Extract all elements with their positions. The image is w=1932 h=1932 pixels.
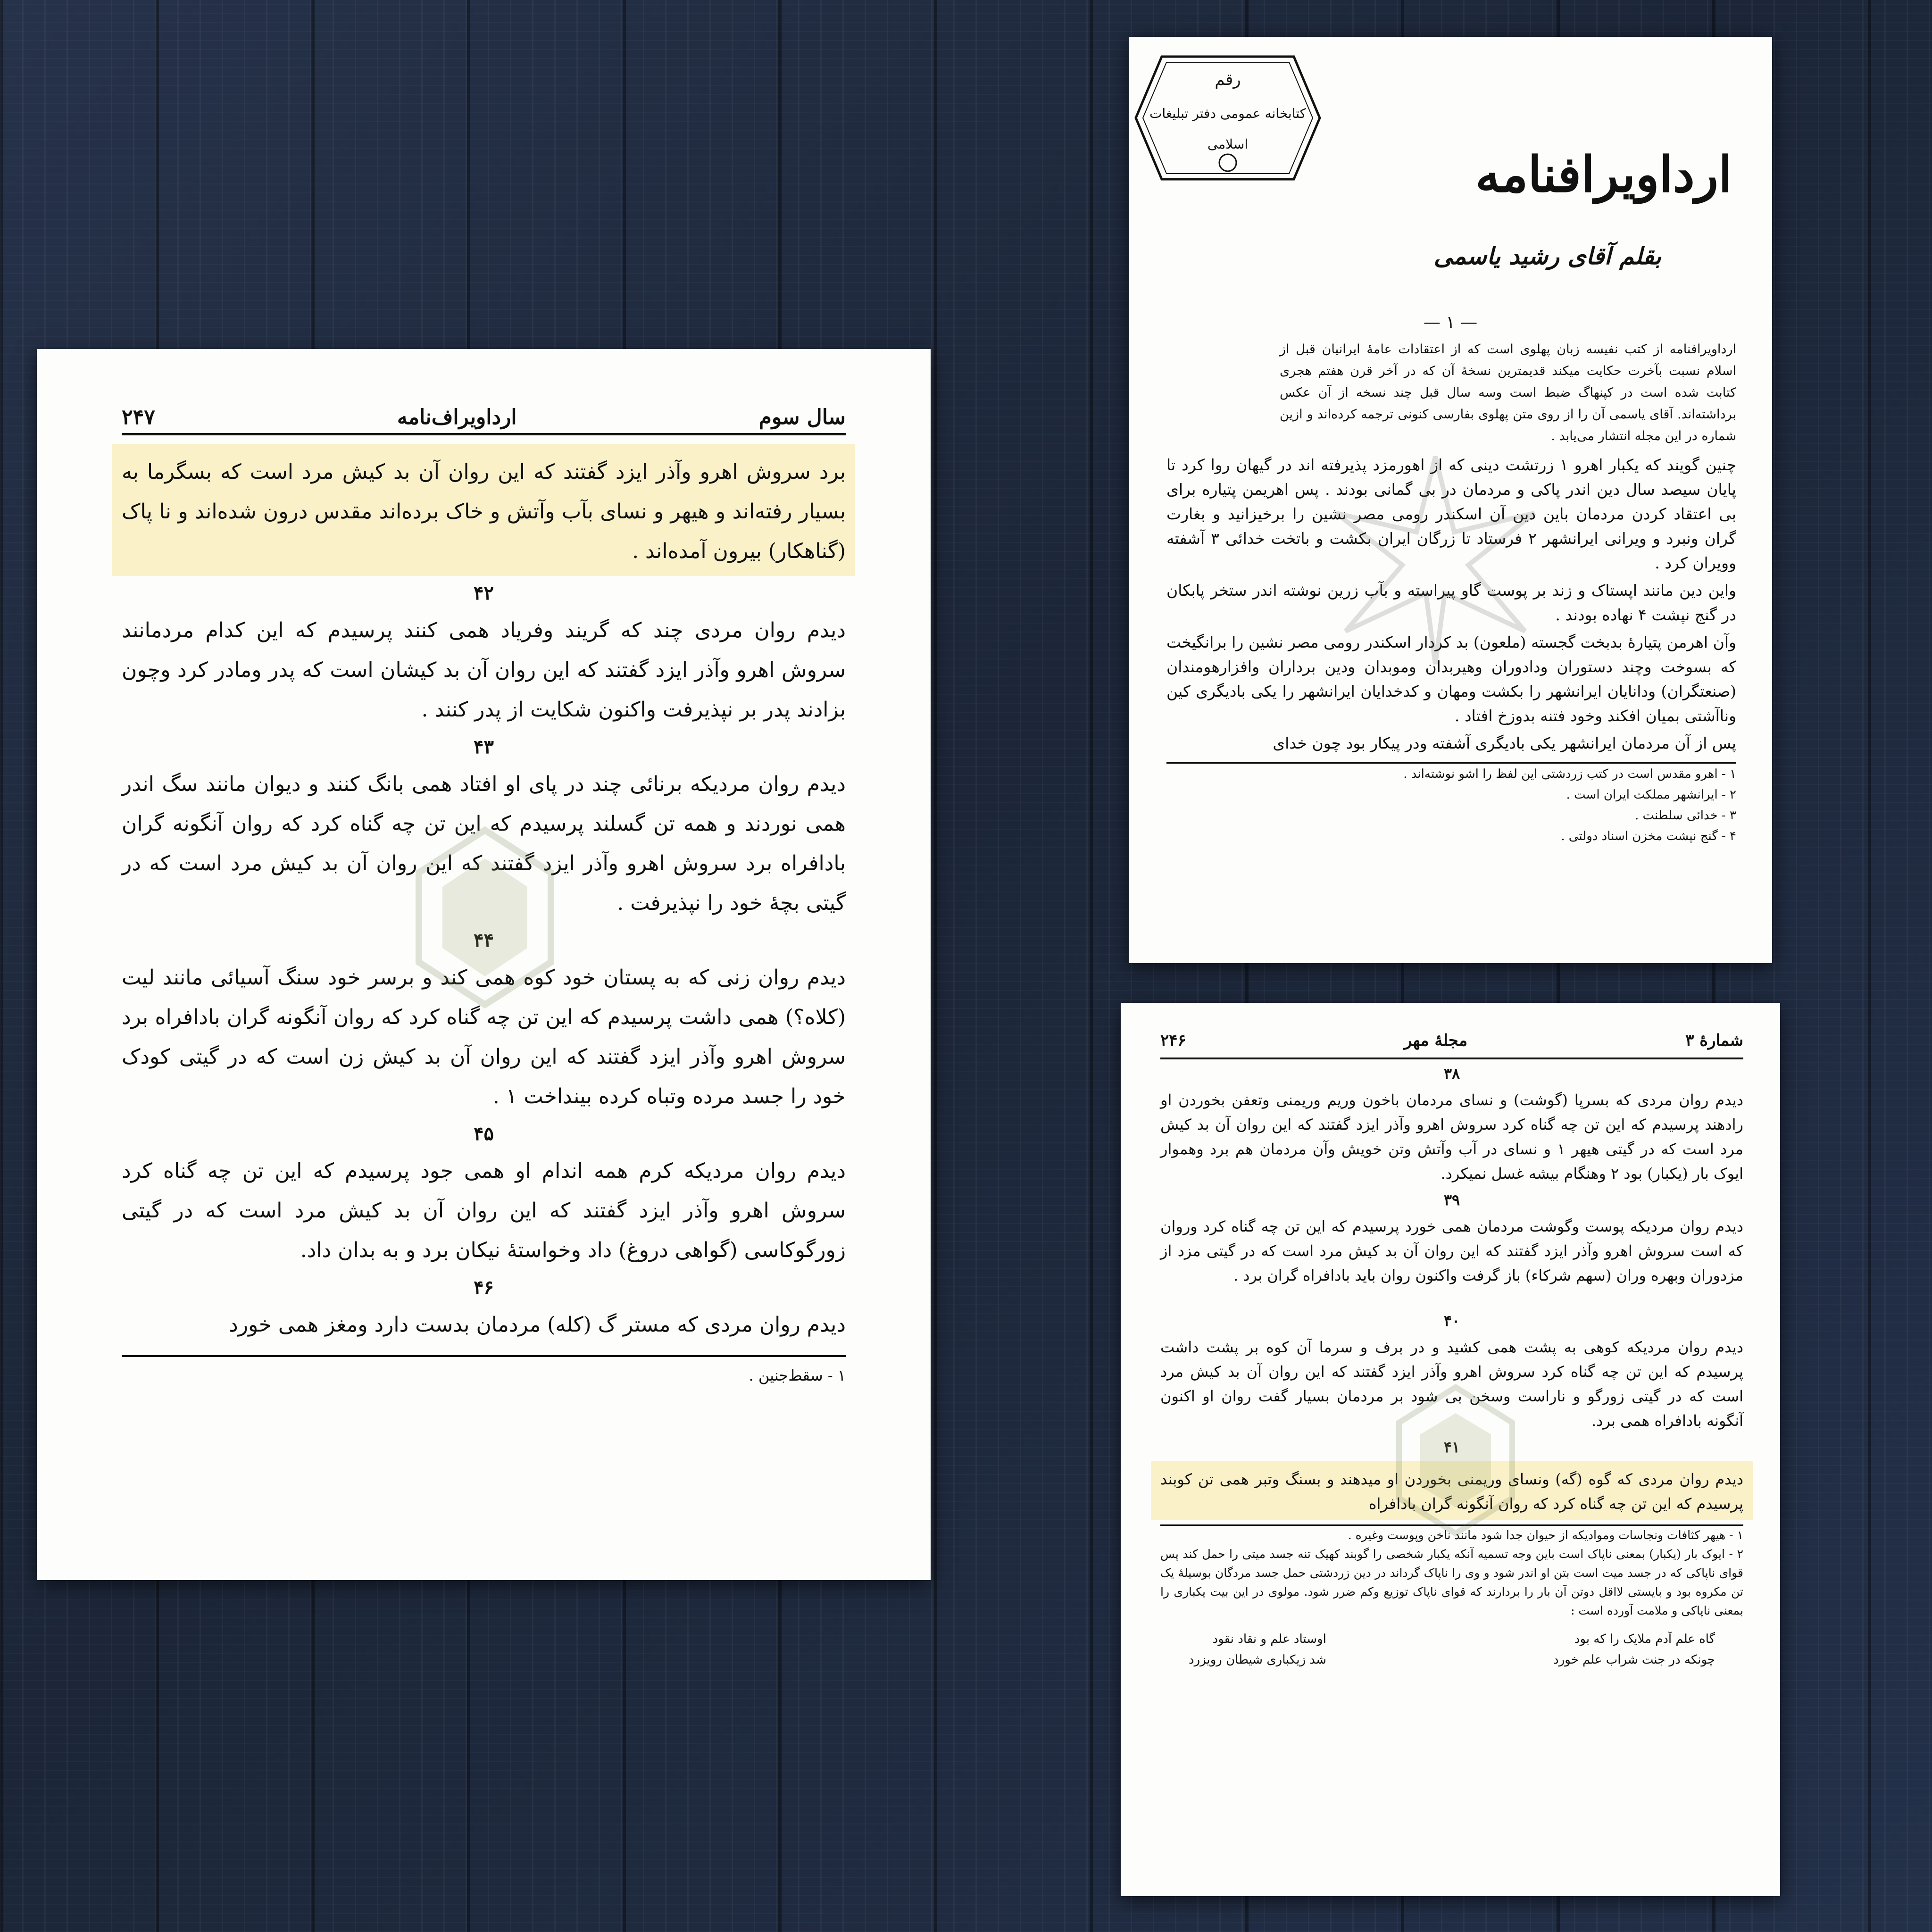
section-38 (1160, 1059, 1743, 1186)
author-line: بقلم آقای رشید یاسمی (1433, 242, 1661, 270)
section-number: ۴۴ (474, 929, 494, 951)
page-header (1160, 1031, 1743, 1055)
footnote: ۴ - گنج نپشت مخزن اسناد دولتی . (1561, 829, 1736, 843)
poem-verse (1160, 1629, 1743, 1670)
footnote: ۱ - اهرو مقدس است در کتب زردشتی این لفظ را اشو نوشته‌اند . (1403, 767, 1736, 781)
section-number: ۴۰ (1443, 1312, 1460, 1330)
paragraph: پس از آن مردمان ایرانشهر یکی بادیگری آشفته ودر پیکار بود چون خدای (1273, 734, 1736, 752)
volume-label: سال سوم (758, 405, 846, 429)
page-body (1166, 339, 1736, 847)
section-number: ۴۳ (474, 736, 494, 758)
section-text: دیدم روان مردی چند که گریند وفریاد همی کنند پرسیدم که این کدام مردمانند سروش اهرو وآذر ایزد گفتند که این روان آن بد کیشان است که پدر ومادر کرد وچون بزادند پدر بر نپذیرفت واکنون شکایت از پدر کنند . (122, 618, 846, 722)
verse-line: اوستاد علم و نقاد نقود (1212, 1632, 1326, 1646)
footnote-rule (122, 1355, 846, 1357)
verse-line: شد زیکباری شیطان رویزرد (1189, 1653, 1326, 1667)
svg-text:رقم: رقم (1215, 70, 1241, 89)
section-number: ۴۲ (474, 582, 494, 604)
section-42 (122, 576, 846, 730)
section-text: دیدم روان زنی که به پستان خود کوه همی کند و برسر خود سنگ آسیائی مانند لیت (کلاه؟) همی داشت پرسیدم که این تن چه گناه کرد که روان آنگونه گران بادافراه برد سروش اهرو وآذر ایزد گفتند که این روان آن بد کیش زن است که در گیتی کودک خود را جسد مرده وتباه کرده بینداخت ۱ . (122, 966, 846, 1108)
document-page-title (1129, 37, 1772, 963)
issue-label: شمارهٔ ۳ (1685, 1031, 1743, 1050)
section-number: — ۱ — (1423, 313, 1478, 332)
section-number: ۴۶ (474, 1276, 494, 1299)
running-title: ارداویراف‌نامه (397, 405, 517, 429)
section-46 (122, 1270, 846, 1345)
document-page-247 (37, 349, 931, 1580)
section-number: ۴۵ (474, 1123, 494, 1145)
svg-text:اسلامی: اسلامی (1207, 136, 1249, 152)
section-number: ۳۸ (1443, 1065, 1460, 1083)
page-number: ۲۴۶ (1160, 1031, 1186, 1050)
header-rule (122, 433, 846, 435)
verse-line: گاه علم آدم ملایک را که بود (1574, 1632, 1715, 1646)
footnote: ۲ - ایرانشهر مملکت ایران است . (1566, 788, 1736, 802)
document-title: ارداویرافنامه (1475, 145, 1732, 203)
section-43 (122, 730, 846, 923)
section-number: ۳۹ (1443, 1191, 1460, 1209)
verse-line: چونکه در جنت شراب علم خورد (1553, 1653, 1715, 1667)
highlighted-text: برد سروش اهرو وآذر ایزد گفتند که این روان آن بد کیش مرد است که بسگرما به بسیار رفته‌اند و هیهر و نسای بآب وآتش و خاک برده‌اند مقدس درون شده‌اند و نا پاک (گناهکار) بیرون آمده‌اند . (122, 460, 846, 563)
intro-paragraph: ارداویرافنامه از کتب نفیسه زبان پهلوی است که از اعتقادات عامهٔ ایرانیان قبل از اسلام نسبت بآخرت حکایت میکند قدیمترین نسخهٔ آن که در آخر قرن هفتم هجری کتابت شده است در کپنهاگ ضبط است وسه سال قبل چند نسخه از آن عکس برداشته‌اند. آقای یاسمی آن را از روی متن پهلوی بفارسی کنونی ترجمه کرده‌اند و ازین شماره در این مجله انتشار می‌یابد . (1280, 342, 1736, 443)
library-seal-stamp (1133, 47, 1322, 189)
running-title: مجلهٔ مهر (1404, 1031, 1468, 1050)
section-39 (1160, 1186, 1743, 1288)
svg-text:کتابخانه عمومی دفتر تبلیغات: کتابخانه عمومی دفتر تبلیغات (1149, 106, 1307, 121)
section-text: دیدم روان مردی که مستر گ (کله) مردمان بدست دارد ومغز همی خورد (229, 1313, 846, 1337)
paragraph: چنین گویند که یکبار اهرو ۱ زرتشت دینی که از اهورمزد پذیرفته اند در گیهان روا کرد تا پایان سیصد سال دین اندر پاکی و مردمان در بی گمانی بودند . پس اهریمن پتیاره برای بی اعتقاد کردن مردمان باین دین آن اسکندر رومی مصر نشین را برخیزانید و بغارت گران ونبرد و ویرانی ایرانشهر ۲ فرستاد تا زرگان ایران بکشت و باتخت خدائی ۳ آشفته وویران کرد . (1166, 456, 1736, 572)
footnote: ۳ - خدائی سلطنت . (1634, 808, 1736, 823)
section-text: دیدم روان مردیکه کوهی به پشت همی کشید و در برف و سرما آن کوه بر پشت داشت پرسیدم که این تن چه گناه کرد سروش اهرو وآذر ایزد گفتند که این روان آن بد کیش مرد است که در گیتی زورگو و ناراست وسخن بی شود بر مردمان بسیار گفت روان او اکنون آنگونه بادافراه همی برد. (1160, 1338, 1744, 1430)
section-40 (1160, 1307, 1743, 1433)
paragraph: واین دین مانند اپستاک و زند بر پوست گاو پیراسته و بآب زرین نوشته اندر ستخر پابکان در گنج نپشت ۴ نهاده بودند . (1166, 581, 1736, 624)
page-number: ۲۴۷ (122, 405, 155, 429)
page-header (122, 396, 846, 429)
section-text: دیدم روان مردی که بسرپا (گوشت) و نسای مردمان باخون وریم وریمنی وتعفن بخوردن او رادهند پرسیدم که این تن چه گناه کرد سروش اهرو وآذر ایزد گفتند که این روان آن بد کیش مرد است که در گیتی هیهر ۱ و نسای در آب وآتش وتن خویش وآن مردمان هم برد وهموار ایوک بار (یکبار) بود ۲ وهنگام بیشه غسل نمیکرد. (1160, 1091, 1744, 1183)
highlighted-passage (1151, 1461, 1753, 1520)
highlighted-text: دیدم روان مردی که گوه (گه) ونسای وریمنی بخوردن او میدهند و بسنگ وتبر همی تن کوبند پرسیدم که این تن چه گناه کرد که روان آنگونه گران بادافراه (1160, 1470, 1743, 1513)
paragraph: وآن اهرمن پتیارهٔ بدبخت گجسته (ملعون) بد کردار اسکندر رومی مصر نشین را برانگیخت که بسوخت وچند دستوران ودادوران وهیربدان وموبدان ودین برداران وافزارهومندان (صنعتگران) ودانایان ایرانشهر را بکشت ومهان و کدخدایان ایرانشهر را یکی بادیگری کین وناآشتی بمیان افکند وخود فتنه بدوزخ افتاد . (1166, 633, 1736, 725)
verse-left-column (1189, 1629, 1326, 1670)
section-44 (122, 923, 846, 1116)
section-number: ۴۱ (1443, 1438, 1460, 1456)
section-text: دیدم روان مردیکه برنائی چند در پای او افتاد همی بانگ کنند و دیوان مانند سگ اندر همی نوردند و همه تن گسلند پرسیدم که این تن چه گناه کرد که روان آنگونه گران بادافراه برد سروش اهرو وآذر ایزد گفتند که این روان آن بد کیش مرد است که در گیتی بچهٔ خود را نپذیرفت . (122, 772, 846, 915)
section-45 (122, 1116, 846, 1270)
footnote: ۱ - هیهر کثافات ونجاسات وموادیکه از حیوان جدا شود مانند ناخن وپوست وغیره . (1348, 1528, 1743, 1542)
footnote: ۲ - ایوک بار (یکبار) بمعنی ناپاک است باین وجه تسمیه آنکه یکبار شخصی را گوبند کهیک تنه جسد میتی را حمل کند پس قوای ناپاکی که در جسد میت است بتن او اندر شود و وی را ناپاک گرداند در دین زردشتی حمل جسد مردگان بوسیلهٔ یک تن مکروه بود و بایستی لااقل دوتن آن بار را بردارند که قوای ناپاک توزیع وکم ضرر شود. مولوی در این بیت یکباری را بمعنی ناپاکی و ملامت آورده است : (1160, 1547, 1743, 1617)
document-page-246 (1121, 1003, 1780, 1896)
footnote: ۱ - سقط‌جنین . (749, 1366, 846, 1384)
section-41 (1160, 1433, 1743, 1520)
section-text: دیدم روان مردیکه کرم همه اندام او همی جود پرسیدم که این تن چه گناه کرد سروش اهرو وآذر ایزد گفتند که این روان آن بد کیش مرد است که در گیتی زورگوکاسی (گواهی دروغ) داد وخواستهٔ نیکان برد و به بدان داد. (122, 1159, 846, 1262)
section-text: دیدم روان مردیکه پوست وگوشت مردمان همی خورد پرسیدم که این تن چه گناه کرد وروان که است سروش اهرو وآذر ایزد گفتند که این روان آن بد کیش مرد است که در گیتی مزد از مزدوران وبهره وران (سهم شرکاء) باز گرفت واکنون روان باید بادافراه گران برد . (1160, 1217, 1744, 1284)
highlighted-passage (112, 444, 855, 576)
verse-right-column (1553, 1629, 1715, 1670)
